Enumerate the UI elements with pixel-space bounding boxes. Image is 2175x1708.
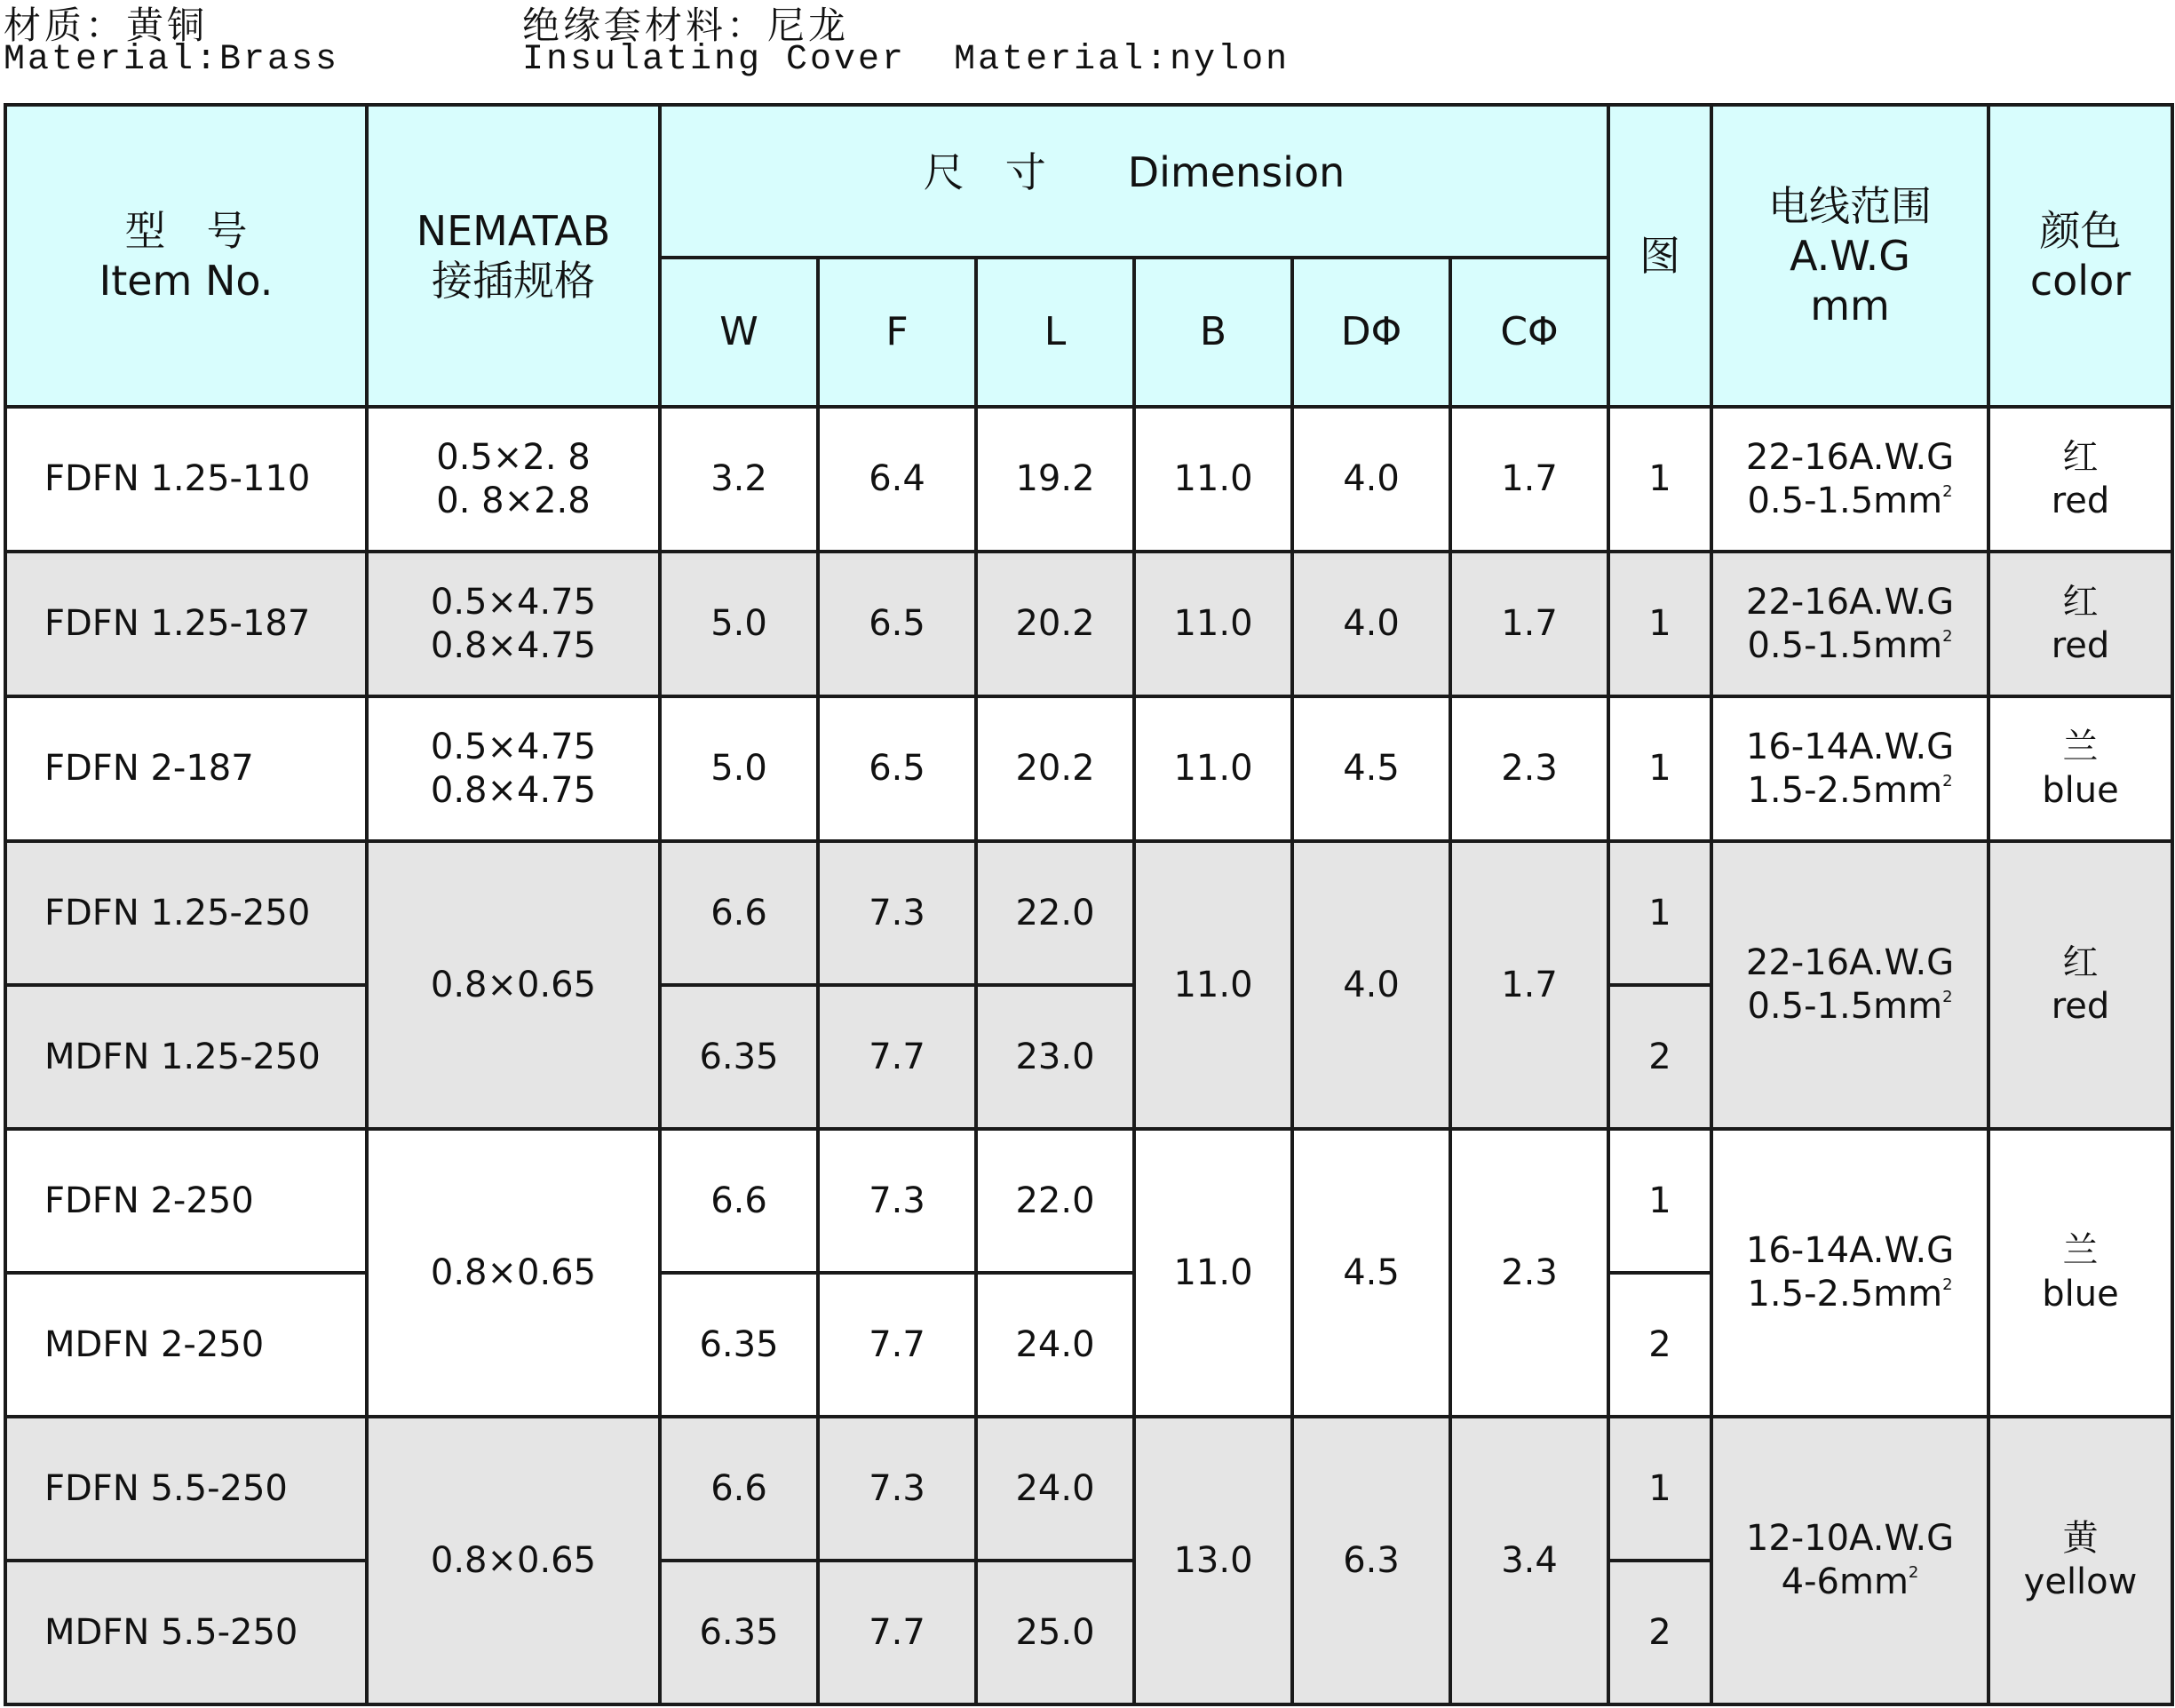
table-row	[5, 1417, 2172, 1561]
wire-awg: 12-10A.W.G	[1745, 1518, 1955, 1560]
item-no: MDFN 2-250	[5, 1273, 367, 1417]
cover-material-en-label: Insulating Cover Material:nylon	[522, 40, 1290, 80]
dim-c: 1.7	[1450, 407, 1608, 552]
table-row	[5, 696, 2172, 841]
dim-l: 23.0	[976, 985, 1134, 1129]
color-cn-value: 红	[2062, 581, 2099, 623]
wire-mm-sup: 2	[1942, 988, 1953, 1006]
wire-range-awg: A.W.G	[1790, 231, 1910, 280]
nematab-line: 0.8×4.75	[430, 624, 597, 666]
dim-b: 11.0	[1134, 841, 1292, 1129]
dim-b: 11.0	[1134, 1129, 1292, 1417]
color-cell	[1988, 407, 2172, 552]
dim-w: 6.6	[660, 841, 818, 985]
wire-range	[1711, 552, 1988, 696]
dim-w: 6.35	[660, 1561, 818, 1704]
dim-d: 4.0	[1292, 552, 1450, 696]
figure-no: 2	[1608, 1273, 1711, 1417]
nematab-spec: 0.8×0.65	[367, 1129, 660, 1417]
wire-range	[1711, 841, 1988, 1129]
wire-range	[1711, 696, 1988, 841]
figure-no: 1	[1608, 552, 1711, 696]
item-no: FDFN 2-187	[5, 696, 367, 841]
spec-table	[4, 103, 2174, 1706]
wire-range-mm: mm	[1810, 282, 1890, 330]
nematab-line: 0.5×2. 8	[436, 436, 591, 478]
dim-w: 3.2	[660, 407, 818, 552]
wire-awg: 22-16A.W.G	[1745, 436, 1955, 478]
color-cell	[1988, 552, 2172, 696]
dim-c: 1.7	[1450, 841, 1608, 1129]
color-cell	[1988, 1417, 2172, 1704]
dim-f: 7.7	[818, 985, 976, 1129]
color-en-value: yellow	[2023, 1561, 2138, 1602]
dim-f: 6.5	[818, 552, 976, 696]
wire-mm	[1713, 769, 1987, 813]
nematab-spec: 0.8×0.65	[367, 1417, 660, 1704]
wire-awg: 22-16A.W.G	[1745, 942, 1955, 984]
wire-range	[1711, 1129, 1988, 1417]
nematab-header	[367, 105, 660, 407]
nematab-line: 0.5×4.75	[430, 581, 597, 623]
dim-l: 20.2	[976, 696, 1134, 841]
wire-mm-sup: 2	[1942, 626, 1953, 646]
wire-range-cn: 电线范围	[1768, 181, 1933, 230]
wire-mm-sup: 2	[1942, 771, 1953, 790]
dim-d: 6.3	[1292, 1417, 1450, 1704]
dim-l: 20.2	[976, 552, 1134, 696]
dim-f: 7.3	[818, 1129, 976, 1273]
nematab-line: 0. 8×2.8	[436, 480, 591, 521]
wire-mm	[1713, 1273, 1987, 1316]
figure-no: 1	[1608, 407, 1711, 552]
table-row	[5, 552, 2172, 696]
table-row	[5, 1129, 2172, 1273]
dim-f: 7.3	[818, 841, 976, 985]
nematab-en: NEMATAB	[416, 206, 611, 255]
color-cn-value: 兰	[2062, 1230, 2099, 1272]
dim-f: 7.7	[818, 1273, 976, 1417]
figure-no: 1	[1608, 1129, 1711, 1273]
dim-c: 3.4	[1450, 1417, 1608, 1704]
dim-d: 4.0	[1292, 841, 1450, 1129]
dim-c: 1.7	[1450, 552, 1608, 696]
dim-w: 6.6	[660, 1417, 818, 1561]
color-cell	[1988, 841, 2172, 1129]
dim-w: 6.35	[660, 985, 818, 1129]
dim-d: 4.0	[1292, 407, 1450, 552]
wire-mm-value: 4-6mm	[1781, 1561, 1909, 1602]
dim-w: 6.35	[660, 1273, 818, 1417]
dim-l: 24.0	[976, 1273, 1134, 1417]
color-cn-value: 红	[2062, 942, 2099, 984]
figure-no: 1	[1608, 841, 1711, 985]
dim-l: 19.2	[976, 407, 1134, 552]
dimension-header: 尺 寸 Dimension	[660, 105, 1608, 258]
dim-f: 6.4	[818, 407, 976, 552]
wire-mm-sup: 2	[1942, 1275, 1953, 1294]
color-cn-value: 黄	[2062, 1518, 2099, 1560]
dim-d-header: DΦ	[1292, 258, 1450, 407]
nematab-line: 0.8×4.75	[430, 769, 597, 811]
nematab-spec	[367, 696, 660, 841]
dim-b: 11.0	[1134, 696, 1292, 841]
color-cn: 颜色	[2039, 206, 2122, 255]
wire-mm	[1713, 1561, 1987, 1604]
figure-no: 2	[1608, 985, 1711, 1129]
item-no: MDFN 1.25-250	[5, 985, 367, 1129]
wire-mm-value: 0.5-1.5mm	[1747, 986, 1943, 1027]
wire-range	[1711, 407, 1988, 552]
wire-mm-value: 1.5-2.5mm	[1747, 769, 1943, 811]
item-no-header	[5, 105, 367, 407]
dim-f-header: F	[818, 258, 976, 407]
wire-mm	[1713, 624, 1987, 668]
item-no: FDFN 2-250	[5, 1129, 367, 1273]
wire-mm-value: 0.5-1.5mm	[1747, 624, 1943, 666]
wire-range-header	[1711, 105, 1988, 407]
item-no: MDFN 5.5-250	[5, 1561, 367, 1704]
dim-f: 6.5	[818, 696, 976, 841]
item-no: FDFN 1.25-110	[5, 407, 367, 552]
dim-d: 4.5	[1292, 696, 1450, 841]
dim-w-header: W	[660, 258, 818, 407]
color-en-value: red	[2051, 986, 2110, 1027]
wire-mm-value: 0.5-1.5mm	[1747, 480, 1943, 521]
wire-mm	[1713, 985, 1987, 1029]
wire-awg: 16-14A.W.G	[1745, 1230, 1955, 1272]
dim-b-header: B	[1134, 258, 1292, 407]
wire-mm-value: 1.5-2.5mm	[1747, 1274, 1943, 1315]
dim-w: 6.6	[660, 1129, 818, 1273]
dim-c-header: CΦ	[1450, 258, 1608, 407]
nematab-spec	[367, 552, 660, 696]
table-row	[5, 841, 2172, 985]
figure-no: 1	[1608, 1417, 1711, 1561]
dim-w: 5.0	[660, 552, 818, 696]
dim-l-header: L	[976, 258, 1134, 407]
material-en-label: Material:Brass	[4, 40, 340, 80]
color-cell	[1988, 696, 2172, 841]
wire-mm-sup: 2	[1942, 481, 1953, 501]
item-no: FDFN 1.25-187	[5, 552, 367, 696]
item-no: FDFN 5.5-250	[5, 1417, 367, 1561]
dim-b: 11.0	[1134, 552, 1292, 696]
nematab-cn: 接插规格	[432, 257, 595, 305]
color-header	[1988, 105, 2172, 407]
item-no-cn: 型 号	[124, 206, 248, 255]
item-no-en: Item No.	[99, 257, 274, 305]
wire-awg: 16-14A.W.G	[1745, 726, 1955, 767]
wire-mm	[1713, 480, 1987, 523]
dim-c: 2.3	[1450, 696, 1608, 841]
item-no: FDFN 1.25-250	[5, 841, 367, 985]
nematab-spec	[367, 407, 660, 552]
dim-c: 2.3	[1450, 1129, 1608, 1417]
figure-header: 图	[1608, 105, 1711, 407]
color-en-value: blue	[2042, 1274, 2119, 1315]
wire-mm-sup: 2	[1908, 1563, 1919, 1582]
dim-b: 13.0	[1134, 1417, 1292, 1704]
color-en-value: red	[2051, 624, 2110, 666]
nematab-spec: 0.8×0.65	[367, 841, 660, 1129]
dim-b: 11.0	[1134, 407, 1292, 552]
wire-range	[1711, 1417, 1988, 1704]
color-en-value: blue	[2042, 769, 2119, 811]
figure-no: 1	[1608, 696, 1711, 841]
figure-no: 2	[1608, 1561, 1711, 1704]
nematab-line: 0.5×4.75	[430, 726, 597, 767]
dim-l: 25.0	[976, 1561, 1134, 1704]
dim-f: 7.7	[818, 1561, 976, 1704]
cover-material-cn-label: 绝缘套材料：尼龙	[522, 4, 850, 47]
color-en-value: red	[2051, 480, 2110, 521]
dim-l: 22.0	[976, 841, 1134, 985]
wire-awg: 22-16A.W.G	[1745, 581, 1955, 623]
color-en: color	[2029, 257, 2131, 305]
color-cell	[1988, 1129, 2172, 1417]
material-cn-label: 材质：黄铜	[4, 4, 209, 47]
dim-d: 4.5	[1292, 1129, 1450, 1417]
dim-l: 24.0	[976, 1417, 1134, 1561]
color-cn-value: 兰	[2062, 726, 2099, 767]
table-row	[5, 407, 2172, 552]
color-cn-value: 红	[2062, 436, 2099, 478]
dim-f: 7.3	[818, 1417, 976, 1561]
dim-l: 22.0	[976, 1129, 1134, 1273]
dim-w: 5.0	[660, 696, 818, 841]
